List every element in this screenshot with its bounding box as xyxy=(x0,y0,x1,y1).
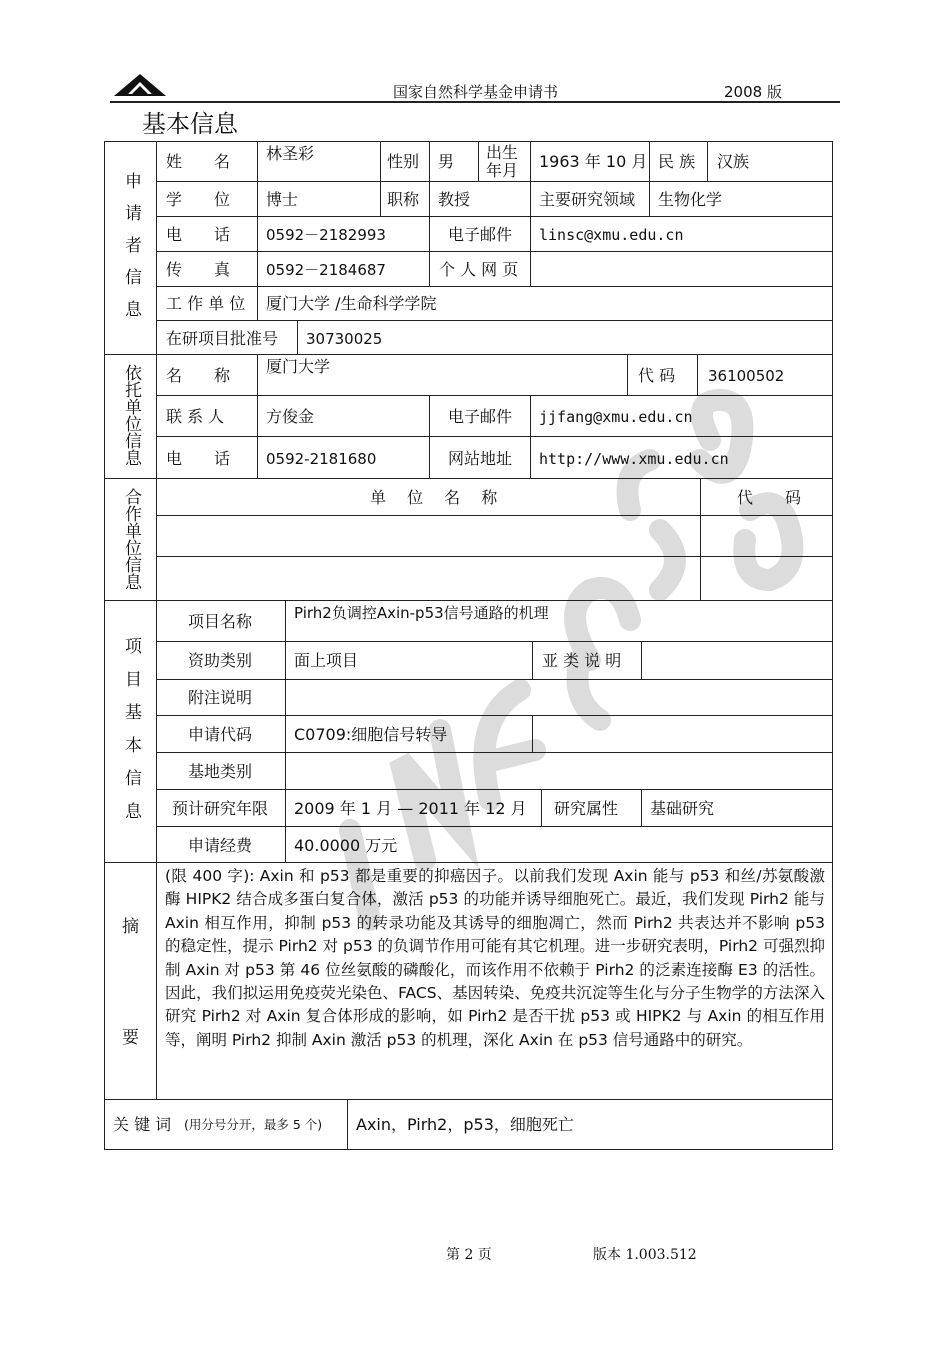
coop-name-header: 单 位 名 称 xyxy=(370,488,506,507)
host-email-value: jjfang@xmu.edu.cn xyxy=(539,408,693,426)
coop-code-header: 代 码 xyxy=(737,488,802,507)
host-phone-value: 0592-2181680 xyxy=(266,450,377,468)
period-value: 2009 年 1 月 — 2011 年 12 月 xyxy=(294,799,527,818)
keywords-hint: (用分号分开，最多 5 个) xyxy=(184,1117,323,1132)
title-label: 职称 xyxy=(387,190,420,209)
name-value: 林圣彩 xyxy=(266,144,315,163)
fax-label: 传 真 xyxy=(166,260,231,279)
page-number: 第 2 页 xyxy=(446,1247,492,1263)
subtype-label: 亚 类 说 明 xyxy=(542,651,622,670)
degree-value: 博士 xyxy=(266,190,299,209)
host-code-label: 代 码 xyxy=(638,366,676,385)
gender-value: 男 xyxy=(438,152,455,171)
email-value: linsc@xmu.edu.cn xyxy=(539,226,684,244)
nsfc-mountain-logo-icon xyxy=(112,70,168,98)
gender-label: 性别 xyxy=(387,152,420,171)
project-name-label: 项目名称 xyxy=(188,612,253,631)
birth-value: 1963 年 10 月 xyxy=(539,152,648,171)
phone-value: 0592－2182993 xyxy=(266,226,386,244)
birth-label-line1: 出生 xyxy=(486,143,519,162)
nsfc-watermark xyxy=(330,360,810,940)
approved-label: 在研项目批准号 xyxy=(166,329,279,348)
attr-value: 基础研究 xyxy=(650,799,715,818)
header-rule xyxy=(110,101,840,103)
ethnicity-value: 汉族 xyxy=(717,152,750,171)
document-title: 国家自然科学基金申请书 xyxy=(393,83,559,101)
keywords-value: Axin，Pirh2，p53，细胞死亡 xyxy=(356,1115,574,1134)
section-title: 基本信息 xyxy=(142,110,238,138)
website-value: http://www.xmu.edu.cn xyxy=(539,450,729,468)
website-label: 网站地址 xyxy=(448,449,513,468)
homepage-label: 个 人 网 页 xyxy=(439,260,519,279)
degree-label: 学 位 xyxy=(166,190,231,209)
attr-label: 研究属性 xyxy=(554,799,619,818)
field-value: 生物化学 xyxy=(658,190,723,209)
project-group-label: 项目基本信息 xyxy=(121,637,141,835)
contact-value: 方俊金 xyxy=(266,407,315,426)
host-group-label: 依托单位信息 xyxy=(121,364,141,466)
title-value: 教授 xyxy=(438,190,471,209)
unit-label: 工 作 单 位 xyxy=(166,294,246,313)
period-label: 预计研究年限 xyxy=(172,799,269,818)
funding-value: 面上项目 xyxy=(294,651,359,670)
keywords-label: 关 键 词 xyxy=(113,1115,172,1134)
abstract-label-1: 摘 xyxy=(122,917,139,937)
host-phone-label: 电 话 xyxy=(166,449,231,468)
name-label: 姓 名 xyxy=(166,152,231,171)
coop-group-label: 合作单位信息 xyxy=(121,488,141,590)
approved-value: 30730025 xyxy=(306,330,383,348)
unit-value: 厦门大学 /生命科学学院 xyxy=(266,294,437,313)
base-label: 基地类别 xyxy=(188,762,253,781)
host-name-value: 厦门大学 xyxy=(266,357,331,376)
field-label: 主要研究领域 xyxy=(539,190,636,209)
host-email-label: 电子邮件 xyxy=(448,407,513,426)
abstract-text: (限 400 字): Axin 和 p53 都是重要的抑癌因子。以前我们发现 Axin 能与 p53 和丝/苏氨酸激酶 HIPK2 结合成多蛋白复合体，激活 p53 的功能并诱导细胞死亡。最近，我们发现 Pirh2 能与 Axin 相互作用，抑制 p53 的转录功能及其诱导的细胞凋亡，然而 Pirh2 共表达并不影响 p53 的稳定性，提示 Pirh2 对 p53 的负调节作用可能有其它机理。进一步研究表明，Pirh2 可强烈抑制 Axin 对 p53 第 46 位丝氨酸的磷酸化，而该作用不依赖于 Pirh2 的泛素连接酶 E3 的活性。因此，我们拟运用免疫荧光染色、FACS、基因转染、免疫共沉淀等生化与分子生物学的方法深入研究 Pirh2 对 Axin 复合体形成的影响，如 Pirh2 是否干扰 p53 或 HIPK2 与 Axin 的相互作用等，阐明 Pirh2 抑制 Axin 激活 p53 的机理，深化 Axin 在 p53 信号通路中的研究。 xyxy=(165,867,825,1049)
version-label: 版本 1.003.512 xyxy=(593,1247,697,1263)
phone-label: 电 话 xyxy=(166,225,231,244)
host-name-label: 名 称 xyxy=(166,366,231,385)
apply-code-label: 申请代码 xyxy=(188,725,253,744)
contact-label: 联 系 人 xyxy=(166,407,225,426)
fax-value: 0592－2184687 xyxy=(266,261,386,279)
abstract-label-2: 要 xyxy=(122,1028,139,1048)
funding-label: 资助类别 xyxy=(188,651,253,670)
project-name-value: Pirh2负调控Axin-p53信号通路的机理 xyxy=(294,604,549,622)
apply-code-value: C0709:细胞信号转导 xyxy=(294,725,448,744)
host-code-value: 36100502 xyxy=(708,367,785,385)
note-label: 附注说明 xyxy=(188,688,253,707)
budget-value: 40.0000 万元 xyxy=(294,836,398,855)
email-label: 电子邮件 xyxy=(448,225,513,244)
budget-label: 申请经费 xyxy=(188,836,253,855)
applicant-group-label: 申请者信息 xyxy=(121,172,141,332)
edition-label: 2008 版 xyxy=(724,83,782,101)
ethnicity-label: 民 族 xyxy=(658,152,696,171)
birth-label-line2: 年月 xyxy=(486,161,519,180)
